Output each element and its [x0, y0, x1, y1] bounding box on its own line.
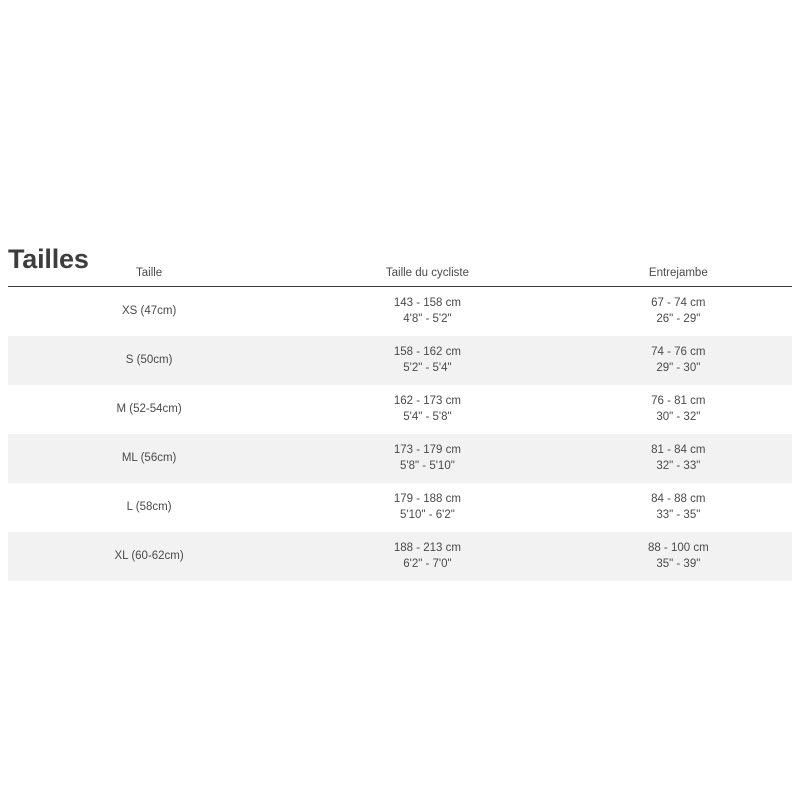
cell-inseam-cm: 81 - 84 cm — [651, 444, 706, 457]
table-row — [8, 287, 792, 337]
cell-rider-height-ft: 5'4" - 5'8" — [403, 410, 452, 423]
cell-inseam-cm: 88 - 100 cm — [647, 542, 709, 555]
cell-rider-height — [290, 434, 564, 483]
table-body — [8, 287, 792, 582]
column-header-rider-height: Taille du cycliste — [290, 264, 564, 287]
cell-inseam — [565, 336, 792, 385]
cell-rider-height-cm: 188 - 213 cm — [393, 542, 461, 555]
cell-size: S (50cm) — [125, 353, 173, 366]
cell-inseam-in: 33" - 35" — [656, 508, 701, 521]
page-title: Tailles — [8, 244, 89, 275]
cell-size: ML (56cm) — [121, 451, 177, 464]
column-header-size: Taille — [8, 264, 290, 287]
cell-inseam-in: 29" - 30" — [656, 361, 701, 374]
cell-rider-height-ft: 4'8" - 5'2" — [403, 312, 452, 325]
cell-inseam — [565, 532, 792, 581]
size-table — [8, 264, 792, 581]
cell-rider-height-cm: 179 - 188 cm — [393, 493, 461, 506]
table-row — [8, 532, 792, 581]
cell-inseam-cm: 84 - 88 cm — [651, 493, 706, 506]
cell-rider-height-ft: 6'2" - 7'0" — [403, 557, 452, 570]
cell-rider-height-cm: 162 - 173 cm — [393, 395, 461, 408]
cell-inseam-in: 26" - 29" — [656, 312, 701, 325]
cell-rider-height-ft: 5'10" - 6'2" — [400, 508, 455, 521]
cell-inseam-cm: 74 - 76 cm — [651, 346, 706, 359]
cell-rider-height-cm: 143 - 158 cm — [393, 297, 461, 309]
cell-rider-height — [290, 483, 564, 532]
cell-size: XL (60-62cm) — [114, 549, 184, 562]
table-header-row — [8, 264, 792, 287]
cell-rider-height-ft: 5'8" - 5'10" — [400, 459, 455, 472]
cell-rider-height — [290, 336, 564, 385]
table-row — [8, 434, 792, 483]
cell-inseam — [565, 434, 792, 483]
cell-rider-height-cm: 173 - 179 cm — [393, 444, 461, 457]
cell-size: M (52-54cm) — [116, 402, 182, 415]
cell-rider-height — [290, 385, 564, 434]
cell-rider-height-cm: 158 - 162 cm — [393, 346, 461, 359]
cell-inseam — [565, 385, 792, 434]
cell-size: XS (47cm) — [121, 304, 177, 317]
cell-inseam-in: 35" - 39" — [656, 557, 701, 570]
cell-rider-height — [290, 532, 564, 581]
table-header — [8, 264, 792, 287]
column-header-inseam: Entrejambe — [565, 264, 792, 287]
cell-rider-height — [290, 287, 564, 337]
cell-inseam-in: 32" - 33" — [656, 459, 701, 472]
cell-inseam — [565, 483, 792, 532]
table-row — [8, 336, 792, 385]
cell-inseam-in: 30" - 32" — [656, 410, 701, 423]
cell-inseam — [565, 287, 792, 337]
table-row — [8, 483, 792, 532]
cell-rider-height-ft: 5'2" - 5'4" — [403, 361, 452, 374]
cell-size: L (58cm) — [126, 500, 172, 513]
cell-inseam-cm: 76 - 81 cm — [651, 395, 706, 408]
cell-inseam-cm: 67 - 74 cm — [651, 297, 706, 309]
size-table-container — [8, 264, 792, 581]
table-row — [8, 385, 792, 434]
